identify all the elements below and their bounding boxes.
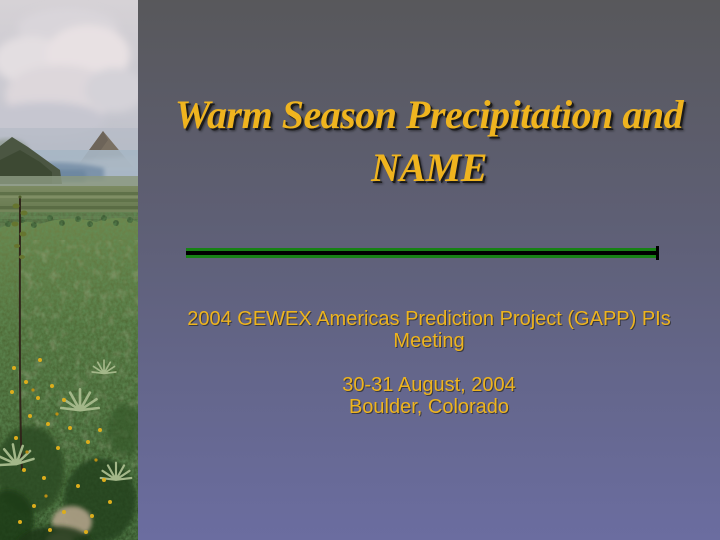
divider-end-tick [656, 246, 659, 260]
title-line-1: Warm Season Precipitation and [174, 92, 684, 137]
landscape-photo-art [0, 0, 138, 540]
slide-content [138, 0, 720, 540]
date-line: 30-31 August, 2004 [342, 374, 516, 396]
title-divider [186, 248, 658, 258]
title-line-2: NAME [371, 145, 487, 190]
subtitle-spacer [138, 352, 720, 374]
landscape-photo [0, 0, 138, 540]
subtitle-line-2: Meeting [393, 330, 465, 352]
location-line: Boulder, Colorado [348, 396, 510, 418]
slide-title [138, 88, 720, 194]
subtitle-line-1: 2004 GEWEX Americas Prediction Project (GAPP) PIs [187, 308, 671, 330]
subtitle-block [138, 308, 720, 418]
